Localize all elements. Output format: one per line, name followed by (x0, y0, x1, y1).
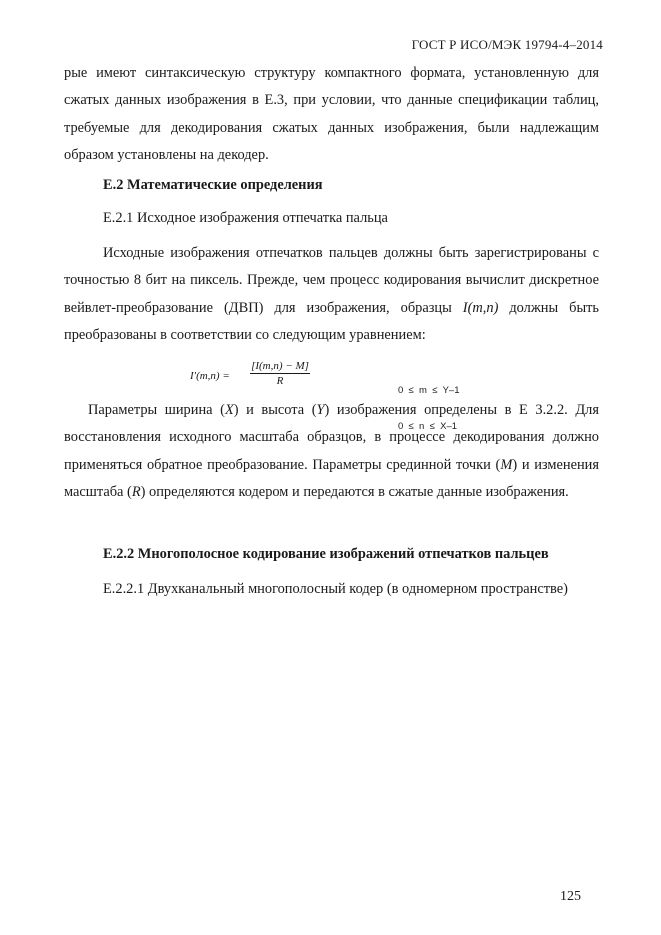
subsection-title-e21: Е.2.1 Исходное изображения отпечатка пальца (103, 210, 388, 226)
condition-row-n: 0 ≤ n ≤ X–1 (398, 421, 458, 432)
document-header: ГОСТ Р ИСО/МЭК 19794-4–2014 (411, 37, 603, 52)
equation-numerator: [I(m,n) − M] (251, 360, 309, 372)
paragraph-text-part1: Исходные изображения отпечатков пальцев должны быть зарегистрированы с точностью 8 бит на пиксель. Прежде, чем процесс кодирования вычислит дискретное вейвлет-преобразование (ДВП) для изображения, образцы (64, 245, 599, 316)
condition-row-m: 0 ≤ m ≤ Y–1 (398, 385, 460, 396)
paragraph-parameters (64, 397, 599, 507)
equation-fraction (250, 360, 310, 387)
text-fragment: ) и изменения масштаба ( (64, 456, 599, 501)
text-fragment: ) определяются кодером и передаются в сжатые данные изображения. (140, 484, 569, 501)
text-fragment: Параметры ширина ( (88, 402, 225, 418)
paragraph-continuation: рые имеют синтаксическую структуру компактного формата, установленную для сжатых данных изображения в Е.3, при условии, что данные спецификации таблиц, требуемые для декодирования сжатых данных изображения, были надлежащим образом установлены на декодер. (64, 65, 599, 164)
subsection-title-e221: Е.2.2.1 Двухканальный многополосный кодер (в одномерном пространстве) (103, 581, 568, 597)
page-number: 125 (560, 889, 581, 904)
text-fragment: ) и высота ( (233, 402, 317, 418)
text-fragment: ) изображения определены в Е 3.2.2. Для восстановления исходного масштаба образцов, в процессе декодирования должно применяться обратное преобразование. Параметры срединной точки ( (64, 402, 599, 473)
equation-lhs: I′(m,n) = (190, 370, 230, 382)
symbol-x: X (224, 402, 234, 418)
symbol-r: R (131, 484, 141, 501)
symbol-y: Y (316, 402, 325, 418)
symbol-m: M (500, 456, 513, 473)
section-heading-e22: Е.2.2 Многополосное кодирование изображений отпечатков пальцев (103, 546, 549, 562)
sample-symbol: I(m,n) (462, 299, 499, 316)
paragraph-source-image (64, 240, 599, 350)
equation-denominator: R (276, 375, 284, 387)
section-heading-e2: Е.2 Математические определения (103, 177, 323, 193)
paragraph-text-part2: должны быть преобразованы в соответствии со следующим уравнением: (64, 299, 599, 344)
